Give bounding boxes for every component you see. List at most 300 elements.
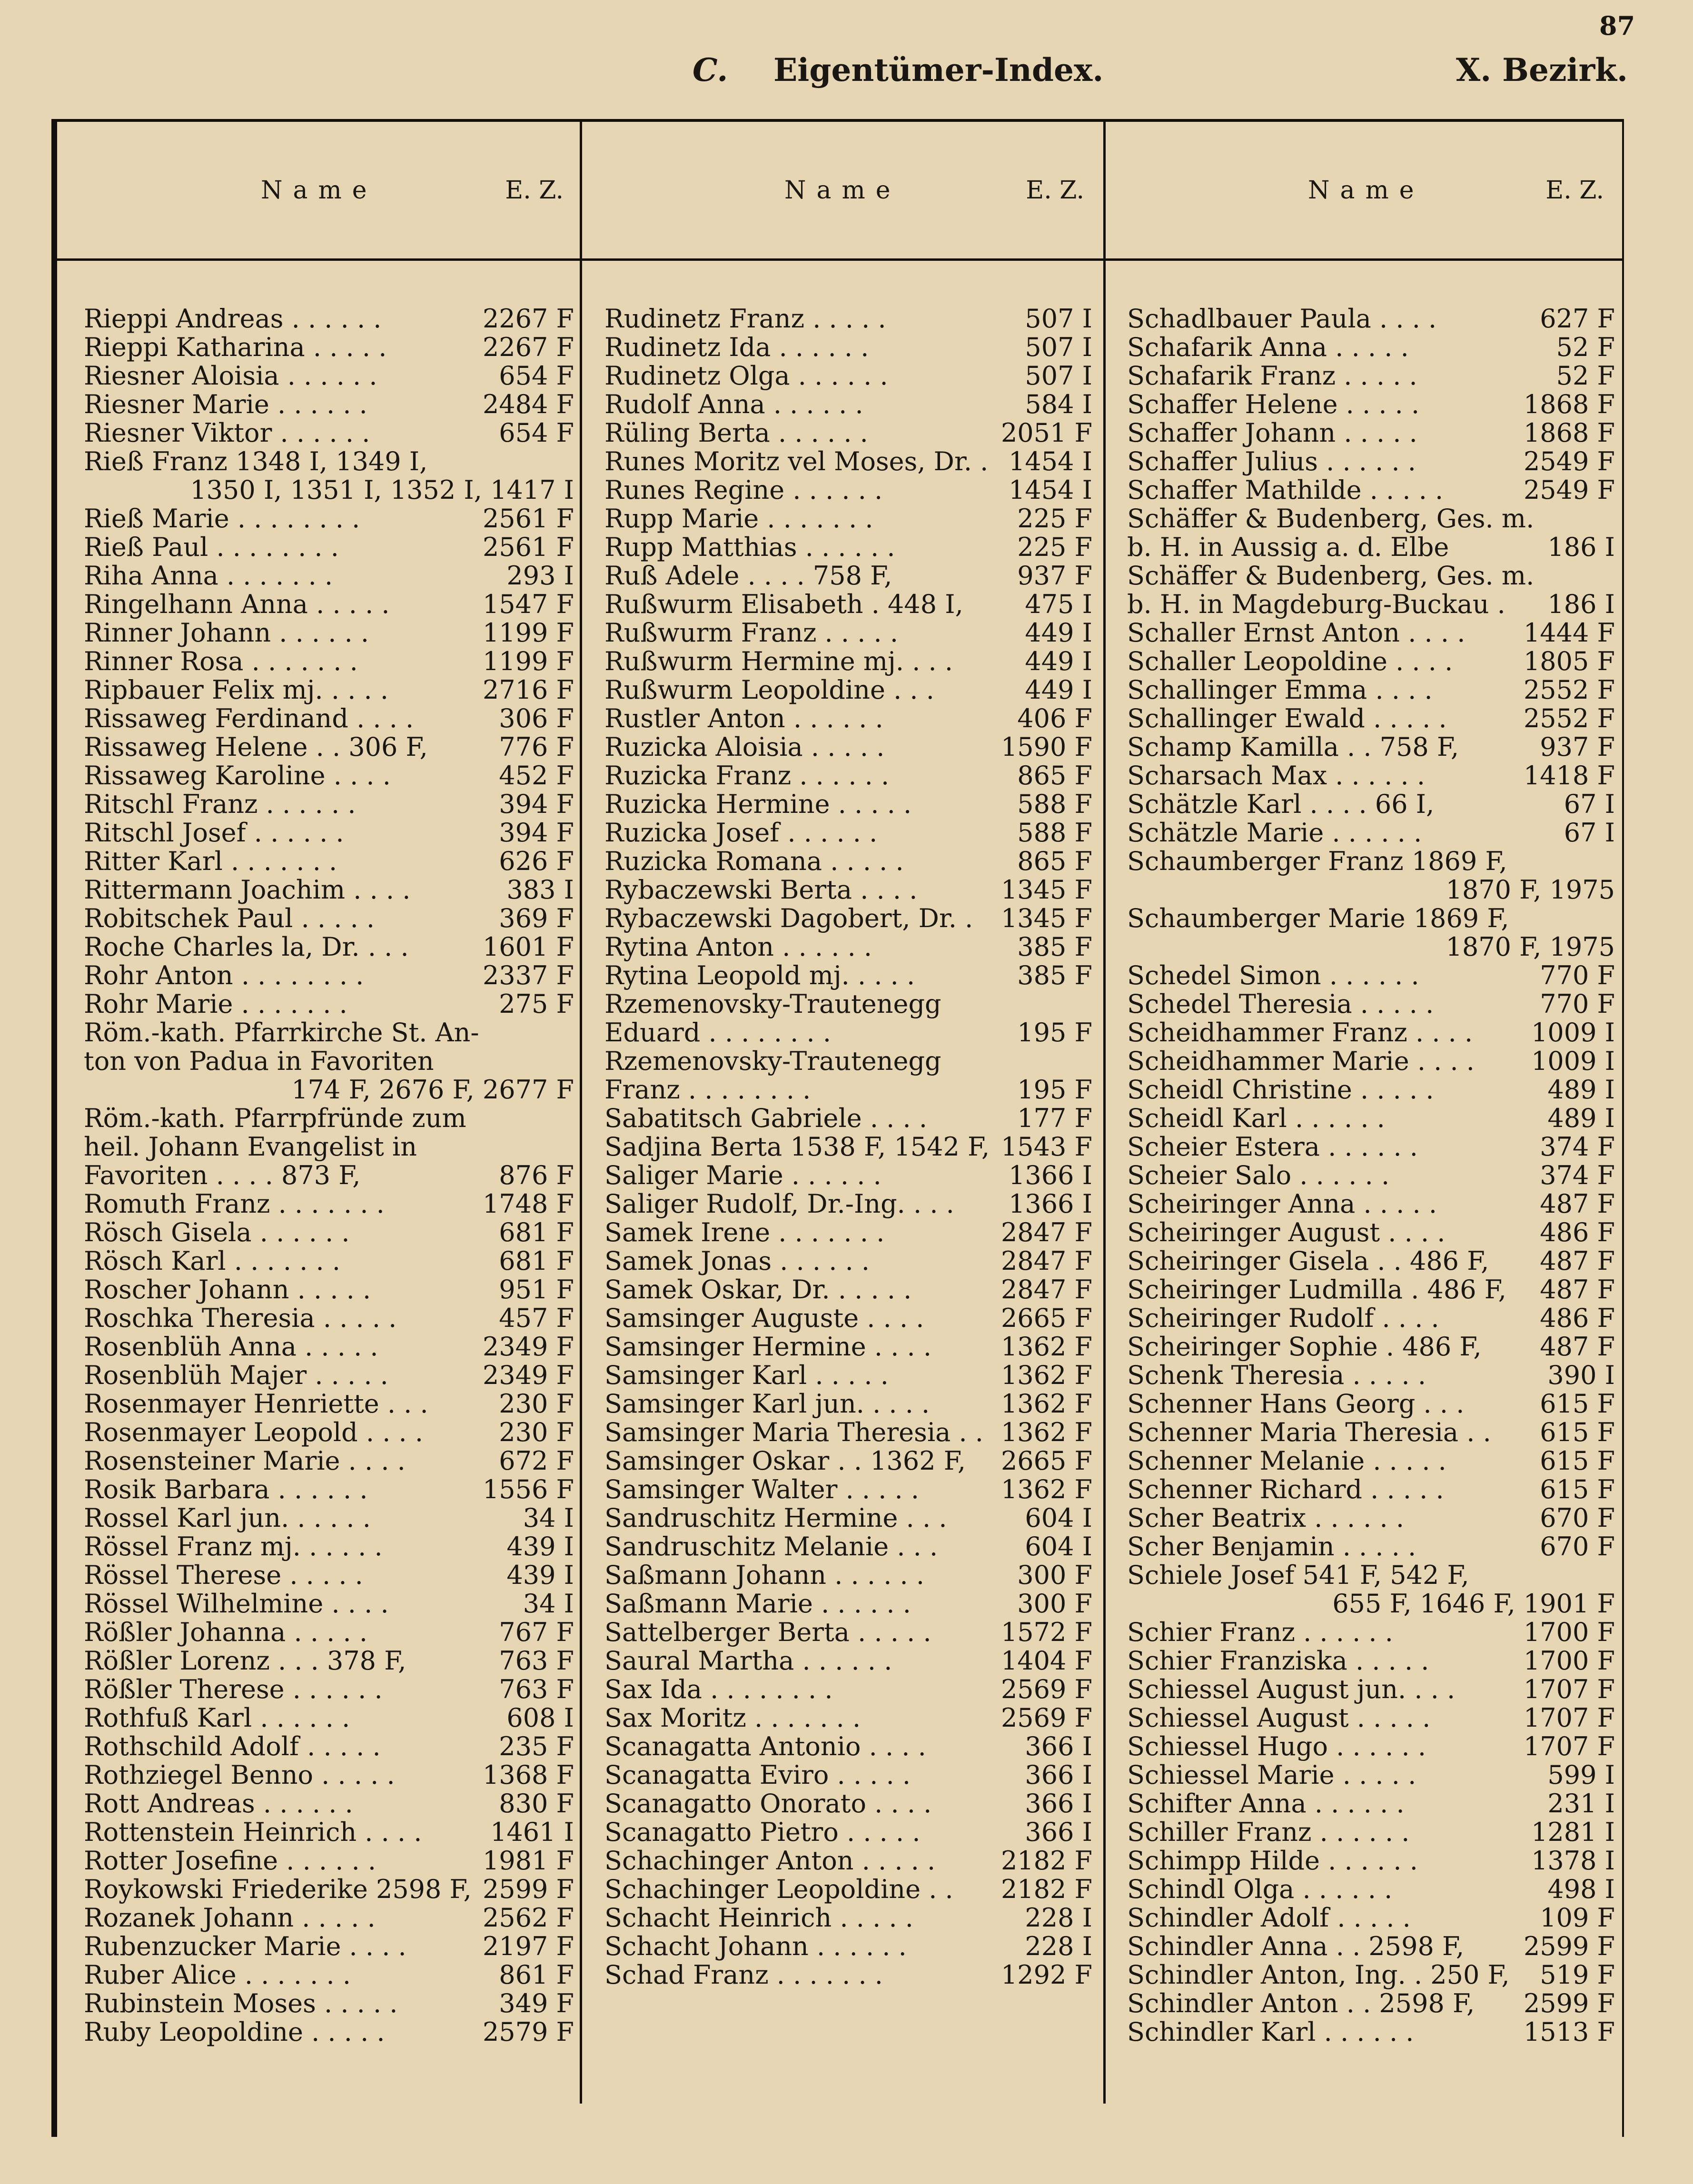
entry-ez: 507 I — [1025, 361, 1092, 391]
entry-name: Rupp Matthias . . . . . . — [604, 532, 895, 562]
entry-name: Samsinger Oskar . . 1362 F, — [604, 1446, 966, 1476]
entry-ez: 374 F — [1540, 1160, 1615, 1190]
entry-ez: 1590 F — [1000, 732, 1092, 762]
entry-ez: 1292 F — [1000, 1960, 1092, 1990]
entry-name: Scheidhammer Marie . . . . — [1127, 1046, 1475, 1076]
entry-ez: 1362 F — [1000, 1389, 1092, 1419]
entry-name: Rissaweg Karoline . . . . — [84, 761, 391, 791]
entry-name: Samek Oskar, Dr. . . . . . — [604, 1275, 912, 1304]
entry-ez: 876 F — [499, 1160, 574, 1190]
entry-ez: 507 I — [1025, 304, 1092, 334]
entry-ez: 1345 F — [1000, 903, 1092, 933]
entry-ez: 604 I — [1025, 1503, 1092, 1533]
entry-name: Rössel Therese . . . . . — [84, 1560, 363, 1590]
entry-ez: 681 F — [499, 1246, 574, 1276]
entry-ez: 449 I — [1025, 618, 1092, 648]
entry-name: Schier Franz . . . . . . — [1127, 1617, 1393, 1647]
entry-ez: 349 F — [499, 1988, 574, 2018]
entry-ez: 195 F — [1017, 1075, 1092, 1105]
entry-ez: 1868 F — [1523, 418, 1615, 448]
entry-ez: 2599 F — [1523, 1988, 1615, 2018]
entry-ez: 366 I — [1025, 1760, 1092, 1790]
entry-name: Röm.-kath. Pfarrpfründe zum — [84, 1103, 466, 1133]
entry-ez: 1454 I — [1009, 446, 1092, 476]
entry-ez: 1707 F — [1523, 1731, 1615, 1761]
entry-name: Schindler Karl . . . . . . — [1127, 2017, 1414, 2047]
entry-ez: 1707 F — [1523, 1703, 1615, 1733]
entry-name: Schamp Kamilla . . 758 F, — [1127, 732, 1459, 762]
entry-name: Schallinger Emma . . . . — [1127, 675, 1433, 705]
entry-ez: 52 F — [1556, 361, 1615, 391]
entry-name: Runes Moritz vel Moses, Dr. . — [604, 446, 989, 476]
entry-ez: 1700 F — [1523, 1617, 1615, 1647]
entry-ez: 439 I — [506, 1532, 574, 1561]
entry-ez: 174 F, 2676 F, 2677 F — [291, 1075, 574, 1105]
entry-name: Ripbauer Felix mj. . . . . — [84, 675, 389, 705]
entry-name: Schaumberger Marie 1869 F, — [1127, 903, 1509, 933]
entry-ez: 34 I — [523, 1589, 574, 1619]
entry-ez: 52 F — [1556, 332, 1615, 362]
entry-ez: 369 F — [499, 903, 574, 933]
entry-ez: 654 F — [499, 361, 574, 391]
entry-ez: 951 F — [499, 1275, 574, 1304]
entry-ez: 486 F — [1540, 1303, 1615, 1333]
entry-name: Roykowski Friederike 2598 F, — [84, 1874, 472, 1904]
entry-name: Rubenzucker Marie . . . . — [84, 1931, 406, 1961]
entry-ez: 615 F — [1540, 1417, 1615, 1447]
header-rule — [57, 258, 1624, 261]
entry-name: Schiessel Hugo . . . . . . — [1127, 1731, 1426, 1761]
entry-name: Scheidl Karl . . . . . . — [1127, 1103, 1385, 1133]
entry-ez: 225 F — [1017, 532, 1092, 562]
entry-ez: 2552 F — [1523, 703, 1615, 733]
entry-name: Sabatitsch Gabriele . . . . — [604, 1103, 928, 1133]
entry-name: Sattelberger Berta . . . . . — [604, 1617, 931, 1647]
entry-name: Scheiringer Ludmilla . 486 F, — [1127, 1275, 1506, 1304]
entry-ez: 439 I — [506, 1560, 574, 1590]
entry-name: Rosik Barbara . . . . . . — [84, 1474, 368, 1504]
entry-name: Rissaweg Helene . . 306 F, — [84, 732, 428, 762]
entry-ez: 654 F — [499, 418, 574, 448]
entry-name: Schier Franziska . . . . . — [1127, 1646, 1429, 1676]
entry-name: Rosenmayer Leopold . . . . — [84, 1417, 424, 1447]
entry-ez: 186 I — [1547, 532, 1615, 562]
entry-name: Ruby Leopoldine . . . . . — [84, 2017, 385, 2047]
entry-ez: 2561 F — [482, 532, 574, 562]
entry-ez: 1362 F — [1000, 1474, 1092, 1504]
entry-name: Samsinger Karl jun. . . . . — [604, 1389, 930, 1419]
entry-name: Rozanek Johann . . . . . — [84, 1903, 376, 1933]
entry-name: Eduard . . . . . . . . — [604, 1018, 831, 1048]
entry-ez: 865 F — [1017, 846, 1092, 876]
entry-ez: 937 F — [1017, 561, 1092, 591]
entry-name: Schindl Olga . . . . . . — [1127, 1874, 1393, 1904]
entry-ez: 1404 F — [1000, 1646, 1092, 1676]
entry-name: Rudolf Anna . . . . . . — [604, 389, 863, 419]
entry-ez: 489 I — [1547, 1103, 1615, 1133]
entry-name: Roche Charles la, Dr. . . . — [84, 932, 409, 962]
entry-name: Rieß Franz 1348 I, 1349 I, — [84, 446, 428, 476]
entry-ez: 374 F — [1540, 1132, 1615, 1162]
entry-ez: 604 I — [1025, 1532, 1092, 1561]
entry-name: Rußwurm Franz . . . . . — [604, 618, 899, 648]
entry-name: Schachinger Anton . . . . . — [604, 1846, 936, 1876]
entry-continuation: 1870 F, 1975 — [1445, 932, 1615, 962]
entry-name: Rybaczewski Dagobert, Dr. . — [604, 903, 973, 933]
entry-ez: 670 F — [1540, 1503, 1615, 1533]
entry-name: Scheiringer Sophie . 486 F, — [1127, 1332, 1482, 1362]
entry-name: Ruber Alice . . . . . . . — [84, 1960, 351, 1990]
entry-ez: 599 I — [1547, 1760, 1615, 1790]
entry-ez: 672 F — [499, 1446, 574, 1476]
entry-name: Schenner Melanie . . . . . — [1127, 1446, 1446, 1476]
column-header-ez: E. Z. — [1545, 176, 1604, 205]
entry-name: Scanagatta Eviro . . . . . — [604, 1760, 911, 1790]
entry-name: Schadlbauer Paula . . . . — [1127, 304, 1437, 334]
entry-name: Saliger Marie . . . . . . — [604, 1160, 881, 1190]
entry-ez: 1556 F — [482, 1474, 574, 1504]
entry-ez: 1009 I — [1531, 1018, 1615, 1048]
entry-name: Rosenblüh Anna . . . . . — [84, 1332, 378, 1362]
entry-name: Ruzicka Josef . . . . . . — [604, 818, 878, 848]
entry-ez: 300 F — [1017, 1589, 1092, 1619]
entry-ez: 2051 F — [1000, 418, 1092, 448]
entry-ez: 489 I — [1547, 1075, 1615, 1105]
entry-ez: 1461 I — [490, 1817, 574, 1847]
entry-ez: 1345 F — [1000, 875, 1092, 905]
entry-name: Sax Ida . . . . . . . . — [604, 1674, 833, 1704]
entry-name: Scanagatto Pietro . . . . . — [604, 1817, 921, 1847]
entry-name: Scheiringer August . . . . — [1127, 1217, 1445, 1247]
page-title: Eigentümer-Index. — [773, 51, 1104, 89]
entry-ez: 1707 F — [1523, 1674, 1615, 1704]
entry-name: Schiele Josef 541 F, 542 F, — [1127, 1560, 1469, 1590]
entry-ez: 1281 I — [1531, 1817, 1615, 1847]
entry-name: b. H. in Magdeburg-Buckau . — [1127, 589, 1505, 619]
entry-ez: 2847 F — [1000, 1217, 1092, 1247]
entry-name: Rudinetz Ida . . . . . . — [604, 332, 869, 362]
entry-ez: 507 I — [1025, 332, 1092, 362]
entry-name: Rothschild Adolf . . . . . — [84, 1731, 381, 1761]
entry-name: Sadjina Berta 1538 F, 1542 F, — [604, 1132, 990, 1162]
entry-name: Schiessel Marie . . . . . — [1127, 1760, 1416, 1790]
entry-name: Scanagatto Onorato . . . . — [604, 1789, 932, 1818]
entry-name: Schindler Anton, Ing. . 250 F, — [1127, 1960, 1510, 1990]
entry-name: Rosenmayer Henriette . . . — [84, 1389, 428, 1419]
column-header-name: Name — [784, 176, 901, 205]
entry-ez: 2349 F — [482, 1332, 574, 1362]
entry-ez: 487 F — [1540, 1246, 1615, 1276]
entry-name: Saural Martha . . . . . . — [604, 1646, 892, 1676]
entry-ez: 2182 F — [1000, 1846, 1092, 1876]
entry-ez: 366 I — [1025, 1817, 1092, 1847]
entry-name: Rußwurm Elisabeth . 448 I, — [604, 589, 963, 619]
entry-ez: 776 F — [499, 732, 574, 762]
entry-name: Schaffer Helene . . . . . — [1127, 389, 1420, 419]
entry-ez: 487 F — [1540, 1332, 1615, 1362]
entry-ez: 390 I — [1547, 1360, 1615, 1390]
entry-ez: 394 F — [499, 789, 574, 819]
entry-name: Ringelhann Anna . . . . . — [84, 589, 390, 619]
column-divider — [1103, 119, 1106, 2104]
entry-ez: 486 F — [1540, 1217, 1615, 1247]
entry-ez: 1362 F — [1000, 1332, 1092, 1362]
entry-name: Samsinger Walter . . . . . — [604, 1474, 920, 1504]
entry-name: Rieppi Katharina . . . . . — [84, 332, 387, 362]
entry-name: Schindler Adolf . . . . . — [1127, 1903, 1411, 1933]
entry-name: Runes Regine . . . . . . — [604, 475, 883, 505]
entry-name: Scheiringer Anna . . . . . — [1127, 1189, 1437, 1219]
entry-ez: 2337 F — [482, 960, 574, 990]
entry-ez: 457 F — [499, 1303, 574, 1333]
entry-ez: 235 F — [499, 1731, 574, 1761]
entry-name: Rytina Leopold mj. . . . . — [604, 960, 915, 990]
entry-ez: 230 F — [499, 1417, 574, 1447]
entry-continuation: 1350 I, 1351 I, 1352 I, 1417 I — [190, 475, 574, 505]
entry-ez: 627 F — [1540, 304, 1615, 334]
entry-name: Ritter Karl . . . . . . . — [84, 846, 337, 876]
entry-ez: 1868 F — [1523, 389, 1615, 419]
entry-name: b. H. in Aussig a. d. Elbe — [1127, 532, 1449, 562]
entry-name: Saßmann Marie . . . . . . — [604, 1589, 911, 1619]
entry-name: Schacht Johann . . . . . . — [604, 1931, 907, 1961]
entry-ez: 475 I — [1025, 589, 1092, 619]
entry-ez: 275 F — [499, 989, 574, 1019]
entry-ez: 2665 F — [1000, 1446, 1092, 1476]
entry-ez: 2599 F — [482, 1874, 574, 1904]
entry-ez: 865 F — [1017, 761, 1092, 791]
entry-ez: 626 F — [499, 846, 574, 876]
entry-name: Rzemenovsky-Trautenegg — [604, 989, 941, 1019]
entry-name: Rott Andreas . . . . . . — [84, 1789, 353, 1818]
entry-ez: 1366 I — [1009, 1189, 1092, 1219]
entry-ez: 2197 F — [482, 1931, 574, 1961]
entry-ez: 452 F — [499, 761, 574, 791]
entry-name: Schiller Franz . . . . . . — [1127, 1817, 1410, 1847]
entry-name: Schafarik Franz . . . . . — [1127, 361, 1417, 391]
entry-name: Schaller Ernst Anton . . . . — [1127, 618, 1465, 648]
entry-ez: 1981 F — [482, 1846, 574, 1876]
entry-ez: 2549 F — [1523, 475, 1615, 505]
entry-name: Rößler Therese . . . . . . — [84, 1674, 383, 1704]
entry-name: Schenk Theresia . . . . . — [1127, 1360, 1426, 1390]
entry-name: Scheidl Christine . . . . . — [1127, 1075, 1434, 1105]
entry-ez: 1444 F — [1523, 618, 1615, 648]
entry-name: Schifter Anna . . . . . . — [1127, 1789, 1405, 1818]
column-divider — [580, 119, 582, 2104]
entry-ez: 1700 F — [1523, 1646, 1615, 1676]
entry-name: Schindler Anna . . 2598 F, — [1127, 1931, 1465, 1961]
entry-ez: 2267 F — [482, 304, 574, 334]
entry-ez: 861 F — [499, 1960, 574, 1990]
entry-name: Franz . . . . . . . . — [604, 1075, 811, 1105]
entry-ez: 615 F — [1540, 1474, 1615, 1504]
entry-name: Rottenstein Heinrich . . . . — [84, 1817, 422, 1847]
entry-ez: 228 I — [1025, 1931, 1092, 1961]
entry-name: Schacht Heinrich . . . . . — [604, 1903, 913, 1933]
entry-ez: 2599 F — [1523, 1931, 1615, 1961]
entry-ez: 366 I — [1025, 1731, 1092, 1761]
entry-name: Rosenblüh Majer . . . . . — [84, 1360, 388, 1390]
entry-name: Samsinger Auguste . . . . — [604, 1303, 924, 1333]
entry-ez: 306 F — [499, 703, 574, 733]
entry-ez: 366 I — [1025, 1789, 1092, 1818]
entry-ez: 763 F — [499, 1674, 574, 1704]
entry-ez: 186 I — [1547, 589, 1615, 619]
entry-name: Favoriten . . . . 873 F, — [84, 1160, 361, 1190]
entry-ez: 2569 F — [1000, 1674, 1092, 1704]
entry-name: Schad Franz . . . . . . . — [604, 1960, 883, 1990]
entry-ez: 1572 F — [1000, 1617, 1092, 1647]
entry-ez: 1513 F — [1523, 2017, 1615, 2047]
entry-name: Rohr Marie . . . . . . . — [84, 989, 347, 1019]
entry-name: Scheiringer Rudolf . . . . — [1127, 1303, 1439, 1333]
entry-name: Samsinger Hermine . . . . — [604, 1332, 932, 1362]
entry-ez: 1454 I — [1009, 475, 1092, 505]
column-header-ez: E. Z. — [505, 176, 564, 205]
entry-name: Schallinger Ewald . . . . . — [1127, 703, 1447, 733]
entry-name: Ruzicka Hermine . . . . . — [604, 789, 912, 819]
entry-name: Scharsach Max . . . . . . — [1127, 761, 1426, 791]
entry-ez: 2562 F — [482, 1903, 574, 1933]
entry-name: Roscher Johann . . . . . — [84, 1275, 371, 1304]
entry-name: Rudinetz Franz . . . . . — [604, 304, 886, 334]
entry-ez: 177 F — [1017, 1103, 1092, 1133]
entry-name: Schäffer & Budenberg, Ges. m. — [1127, 561, 1535, 591]
entry-name: Rinner Johann . . . . . . — [84, 618, 369, 648]
entry-ez: 767 F — [499, 1617, 574, 1647]
entry-continuation: 655 F, 1646 F, 1901 F — [1332, 1589, 1615, 1619]
entry-name: Scanagatta Antonio . . . . — [604, 1731, 926, 1761]
entry-ez: 2569 F — [1000, 1703, 1092, 1733]
entry-ez: 2847 F — [1000, 1246, 1092, 1276]
entry-name: Rußwurm Hermine mj. . . . — [604, 646, 953, 676]
entry-ez: 394 F — [499, 818, 574, 848]
entry-ez: 487 F — [1540, 1189, 1615, 1219]
entry-name: Rissaweg Ferdinand . . . . — [84, 703, 414, 733]
entry-name: Schenner Richard . . . . . — [1127, 1474, 1444, 1504]
entry-name: Rössel Franz mj. . . . . . — [84, 1532, 383, 1561]
entry-ez: 228 I — [1025, 1903, 1092, 1933]
entry-ez: 2552 F — [1523, 675, 1615, 705]
entry-name: Samsinger Maria Theresia . . — [604, 1417, 983, 1447]
entry-name: Sandruschitz Melanie . . . — [604, 1532, 938, 1561]
entry-name: Rudinetz Olga . . . . . . — [604, 361, 888, 391]
entry-name: Schenner Maria Theresia . . — [1127, 1417, 1491, 1447]
entry-name: Scheier Estera . . . . . . — [1127, 1132, 1418, 1162]
district-label: X. Bezirk. — [1456, 51, 1628, 89]
entry-ez: 2665 F — [1000, 1303, 1092, 1333]
entry-name: Romuth Franz . . . . . . . — [84, 1189, 385, 1219]
page-number: 87 — [1599, 10, 1635, 41]
entry-name: Schiessel August . . . . . — [1127, 1703, 1431, 1733]
entry-ez: 763 F — [499, 1646, 574, 1676]
entry-name: Scher Beatrix . . . . . . — [1127, 1503, 1405, 1533]
entry-name: Schaumberger Franz 1869 F, — [1127, 846, 1507, 876]
entry-name: Schedel Simon . . . . . . — [1127, 960, 1419, 990]
entry-ez: 1547 F — [482, 589, 574, 619]
entry-name: Ruzicka Franz . . . . . . — [604, 761, 890, 791]
entry-ez: 34 I — [523, 1503, 574, 1533]
entry-name: Riesner Marie . . . . . . — [84, 389, 367, 419]
entry-ez: 1362 F — [1000, 1360, 1092, 1390]
entry-ez: 1362 F — [1000, 1417, 1092, 1447]
entry-name: Rzemenovsky-Trautenegg — [604, 1046, 941, 1076]
entry-ez: 588 F — [1017, 818, 1092, 848]
entry-name: Rossel Karl jun. . . . . . — [84, 1503, 371, 1533]
entry-ez: 225 F — [1017, 504, 1092, 534]
entry-name: ton von Padua in Favoriten — [84, 1046, 434, 1076]
entry-ez: 2484 F — [482, 389, 574, 419]
entry-name: Schenner Hans Georg . . . — [1127, 1389, 1465, 1419]
entry-ez: 937 F — [1540, 732, 1615, 762]
entry-ez: 2182 F — [1000, 1874, 1092, 1904]
entry-name: Rupp Marie . . . . . . . — [604, 504, 873, 534]
entry-ez: 2549 F — [1523, 446, 1615, 476]
entry-name: Sandruschitz Hermine . . . — [604, 1503, 947, 1533]
entry-name: Rinner Rosa . . . . . . . — [84, 646, 358, 676]
entry-ez: 519 F — [1540, 1960, 1615, 1990]
entry-name: Rieppi Andreas . . . . . . — [84, 304, 382, 334]
entry-name: Rybaczewski Berta . . . . — [604, 875, 918, 905]
section-letter: C. — [693, 51, 728, 89]
entry-name: Rothziegel Benno . . . . . — [84, 1760, 395, 1790]
column-header-ez: E. Z. — [1026, 176, 1084, 205]
entry-ez: 385 F — [1017, 932, 1092, 962]
entry-name: Rotter Josefine . . . . . . — [84, 1846, 376, 1876]
entry-name: Saßmann Johann . . . . . . — [604, 1560, 925, 1590]
entry-ez: 1366 I — [1009, 1160, 1092, 1190]
entry-name: Schedel Theresia . . . . . — [1127, 989, 1434, 1019]
entry-ez: 1418 F — [1523, 761, 1615, 791]
entry-name: Rösch Karl . . . . . . . — [84, 1246, 340, 1276]
entry-name: Roschka Theresia . . . . . — [84, 1303, 397, 1333]
entry-continuation: 1870 F, 1975 — [1445, 875, 1615, 905]
entry-ez: 406 F — [1017, 703, 1092, 733]
entry-name: Schäffer & Budenberg, Ges. m. — [1127, 504, 1535, 534]
entry-ez: 1543 F — [1000, 1132, 1092, 1162]
entry-name: Rösch Gisela . . . . . . — [84, 1217, 350, 1247]
entry-ez: 2716 F — [482, 675, 574, 705]
entry-name: Scher Benjamin . . . . . — [1127, 1532, 1416, 1561]
entry-ez: 1199 F — [482, 618, 574, 648]
entry-name: Samsinger Karl . . . . . — [604, 1360, 889, 1390]
entry-name: Riha Anna . . . . . . . — [84, 561, 333, 591]
entry-name: Schätzle Karl . . . . 66 I, — [1127, 789, 1435, 819]
entry-ez: 67 I — [1564, 789, 1615, 819]
entry-ez: 2579 F — [482, 2017, 574, 2047]
entry-ez: 2561 F — [482, 504, 574, 534]
entry-name: Rieß Paul . . . . . . . . — [84, 532, 339, 562]
entry-ez: 1601 F — [482, 932, 574, 962]
entry-name: Schiessel August jun. . . . — [1127, 1674, 1455, 1704]
entry-name: Rytina Anton . . . . . . — [604, 932, 872, 962]
entry-name: Scheiringer Gisela . . 486 F, — [1127, 1246, 1489, 1276]
entry-name: Rößler Lorenz . . . 378 F, — [84, 1646, 406, 1676]
column-header-name: Name — [1308, 176, 1425, 205]
column-header-name: Name — [261, 176, 377, 205]
entry-name: heil. Johann Evangelist in — [84, 1132, 417, 1162]
entry-name: Rustler Anton . . . . . . — [604, 703, 883, 733]
entry-name: Robitschek Paul . . . . . — [84, 903, 375, 933]
entry-name: Rußwurm Leopoldine . . . — [604, 675, 934, 705]
entry-name: Scheidhammer Franz . . . . — [1127, 1018, 1473, 1048]
entry-name: Riesner Aloisia . . . . . . — [84, 361, 377, 391]
entry-ez: 2847 F — [1000, 1275, 1092, 1304]
entry-ez: 770 F — [1540, 960, 1615, 990]
entry-name: Rothfuß Karl . . . . . . — [84, 1703, 350, 1733]
entry-ez: 830 F — [499, 1789, 574, 1818]
